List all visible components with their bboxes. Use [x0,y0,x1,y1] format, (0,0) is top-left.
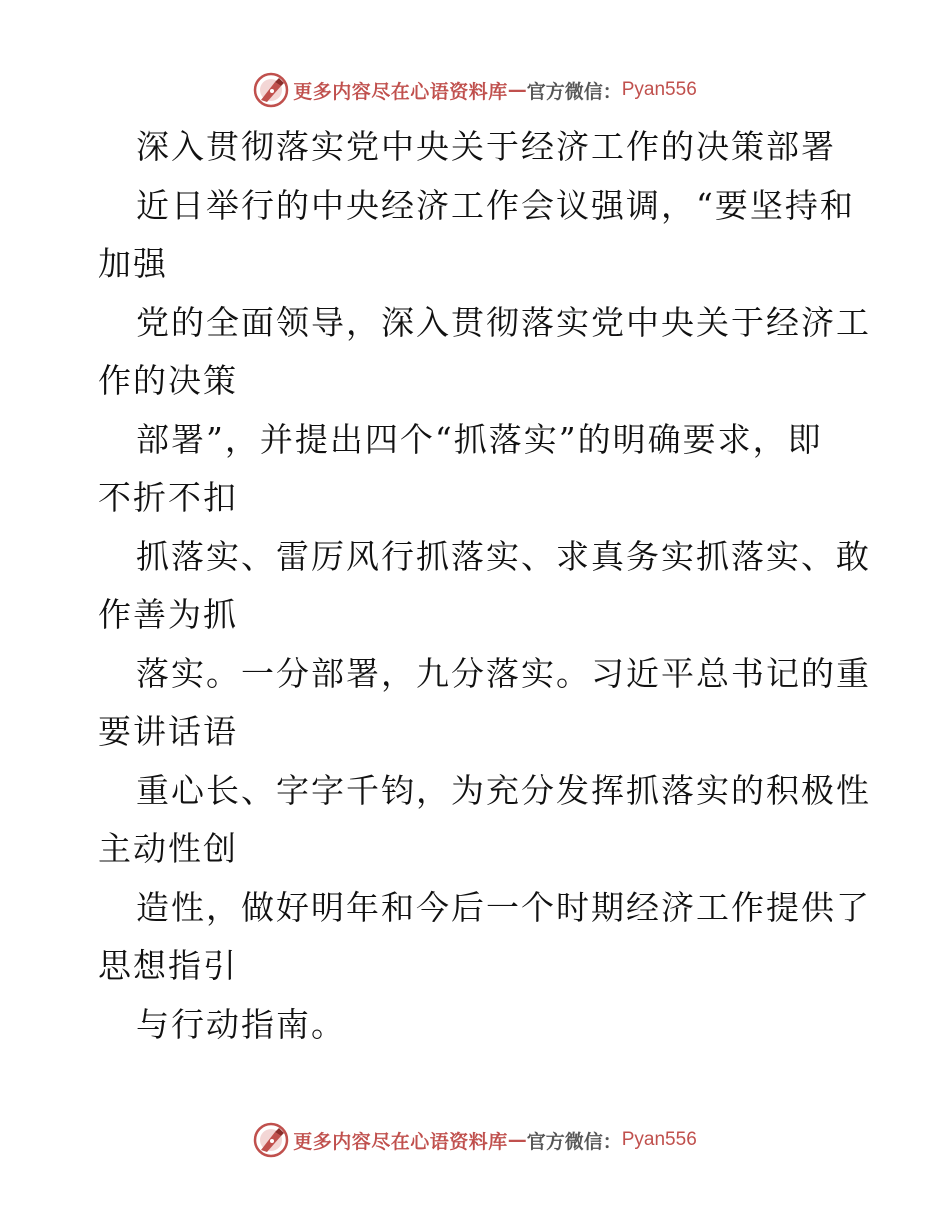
paragraph-line: 主动性创 [98,829,238,868]
paragraph-line: 要讲话语 [98,712,238,751]
paragraph-line: 思想指引 [98,946,238,985]
paragraph-line: 不折不扣 [98,478,238,517]
paragraph-line: 部署”，并提出四个“抓落实”的明确要求，即 [136,419,823,459]
document-body [98,118,871,1054]
footer-separator: — [507,1129,527,1151]
footer-wechat-label: 官方微信： [526,1130,622,1153]
header-wechat-label: 官方微信： [526,80,622,103]
pen-nib-logo-icon [253,72,289,108]
paragraph-line: 与行动指南。 [136,1004,346,1044]
header-text: 更多内容尽在心语资料库 [293,80,508,103]
paragraph-line: 落实。一分部署，九分落实。习近平总书记的重 [136,653,871,693]
paragraph-line: 抓落实、雷厉风行抓落实、求真务实抓落实、敢 [136,536,871,576]
paragraph-line: 加强 [98,244,168,283]
footer-text: 更多内容尽在心语资料库 [293,1130,508,1153]
paragraph-line: 重心长、字字千钧，为充分发挥抓落实的积极性 [136,770,871,810]
paragraph-line: 作的决策 [98,361,238,400]
header-separator: — [507,79,527,101]
header-banner [0,70,950,110]
paragraph-line: 作善为抓 [98,595,238,634]
document-title: 深入贯彻落实党中央关于经济工作的决策部署 [136,127,836,166]
paragraph-line: 党的全面领导，深入贯彻落实党中央关于经济工 [136,302,871,342]
pen-nib-logo-icon [253,1122,289,1158]
footer-banner [0,1120,950,1160]
footer-wechat-id: Pyan556 [621,1129,697,1150]
header-wechat-id: Pyan556 [621,79,697,100]
paragraph-line: 近日举行的中央经济工作会议强调，“要坚持和 [136,185,855,225]
paragraph-line: 造性，做好明年和今后一个时期经济工作提供了 [136,887,871,927]
